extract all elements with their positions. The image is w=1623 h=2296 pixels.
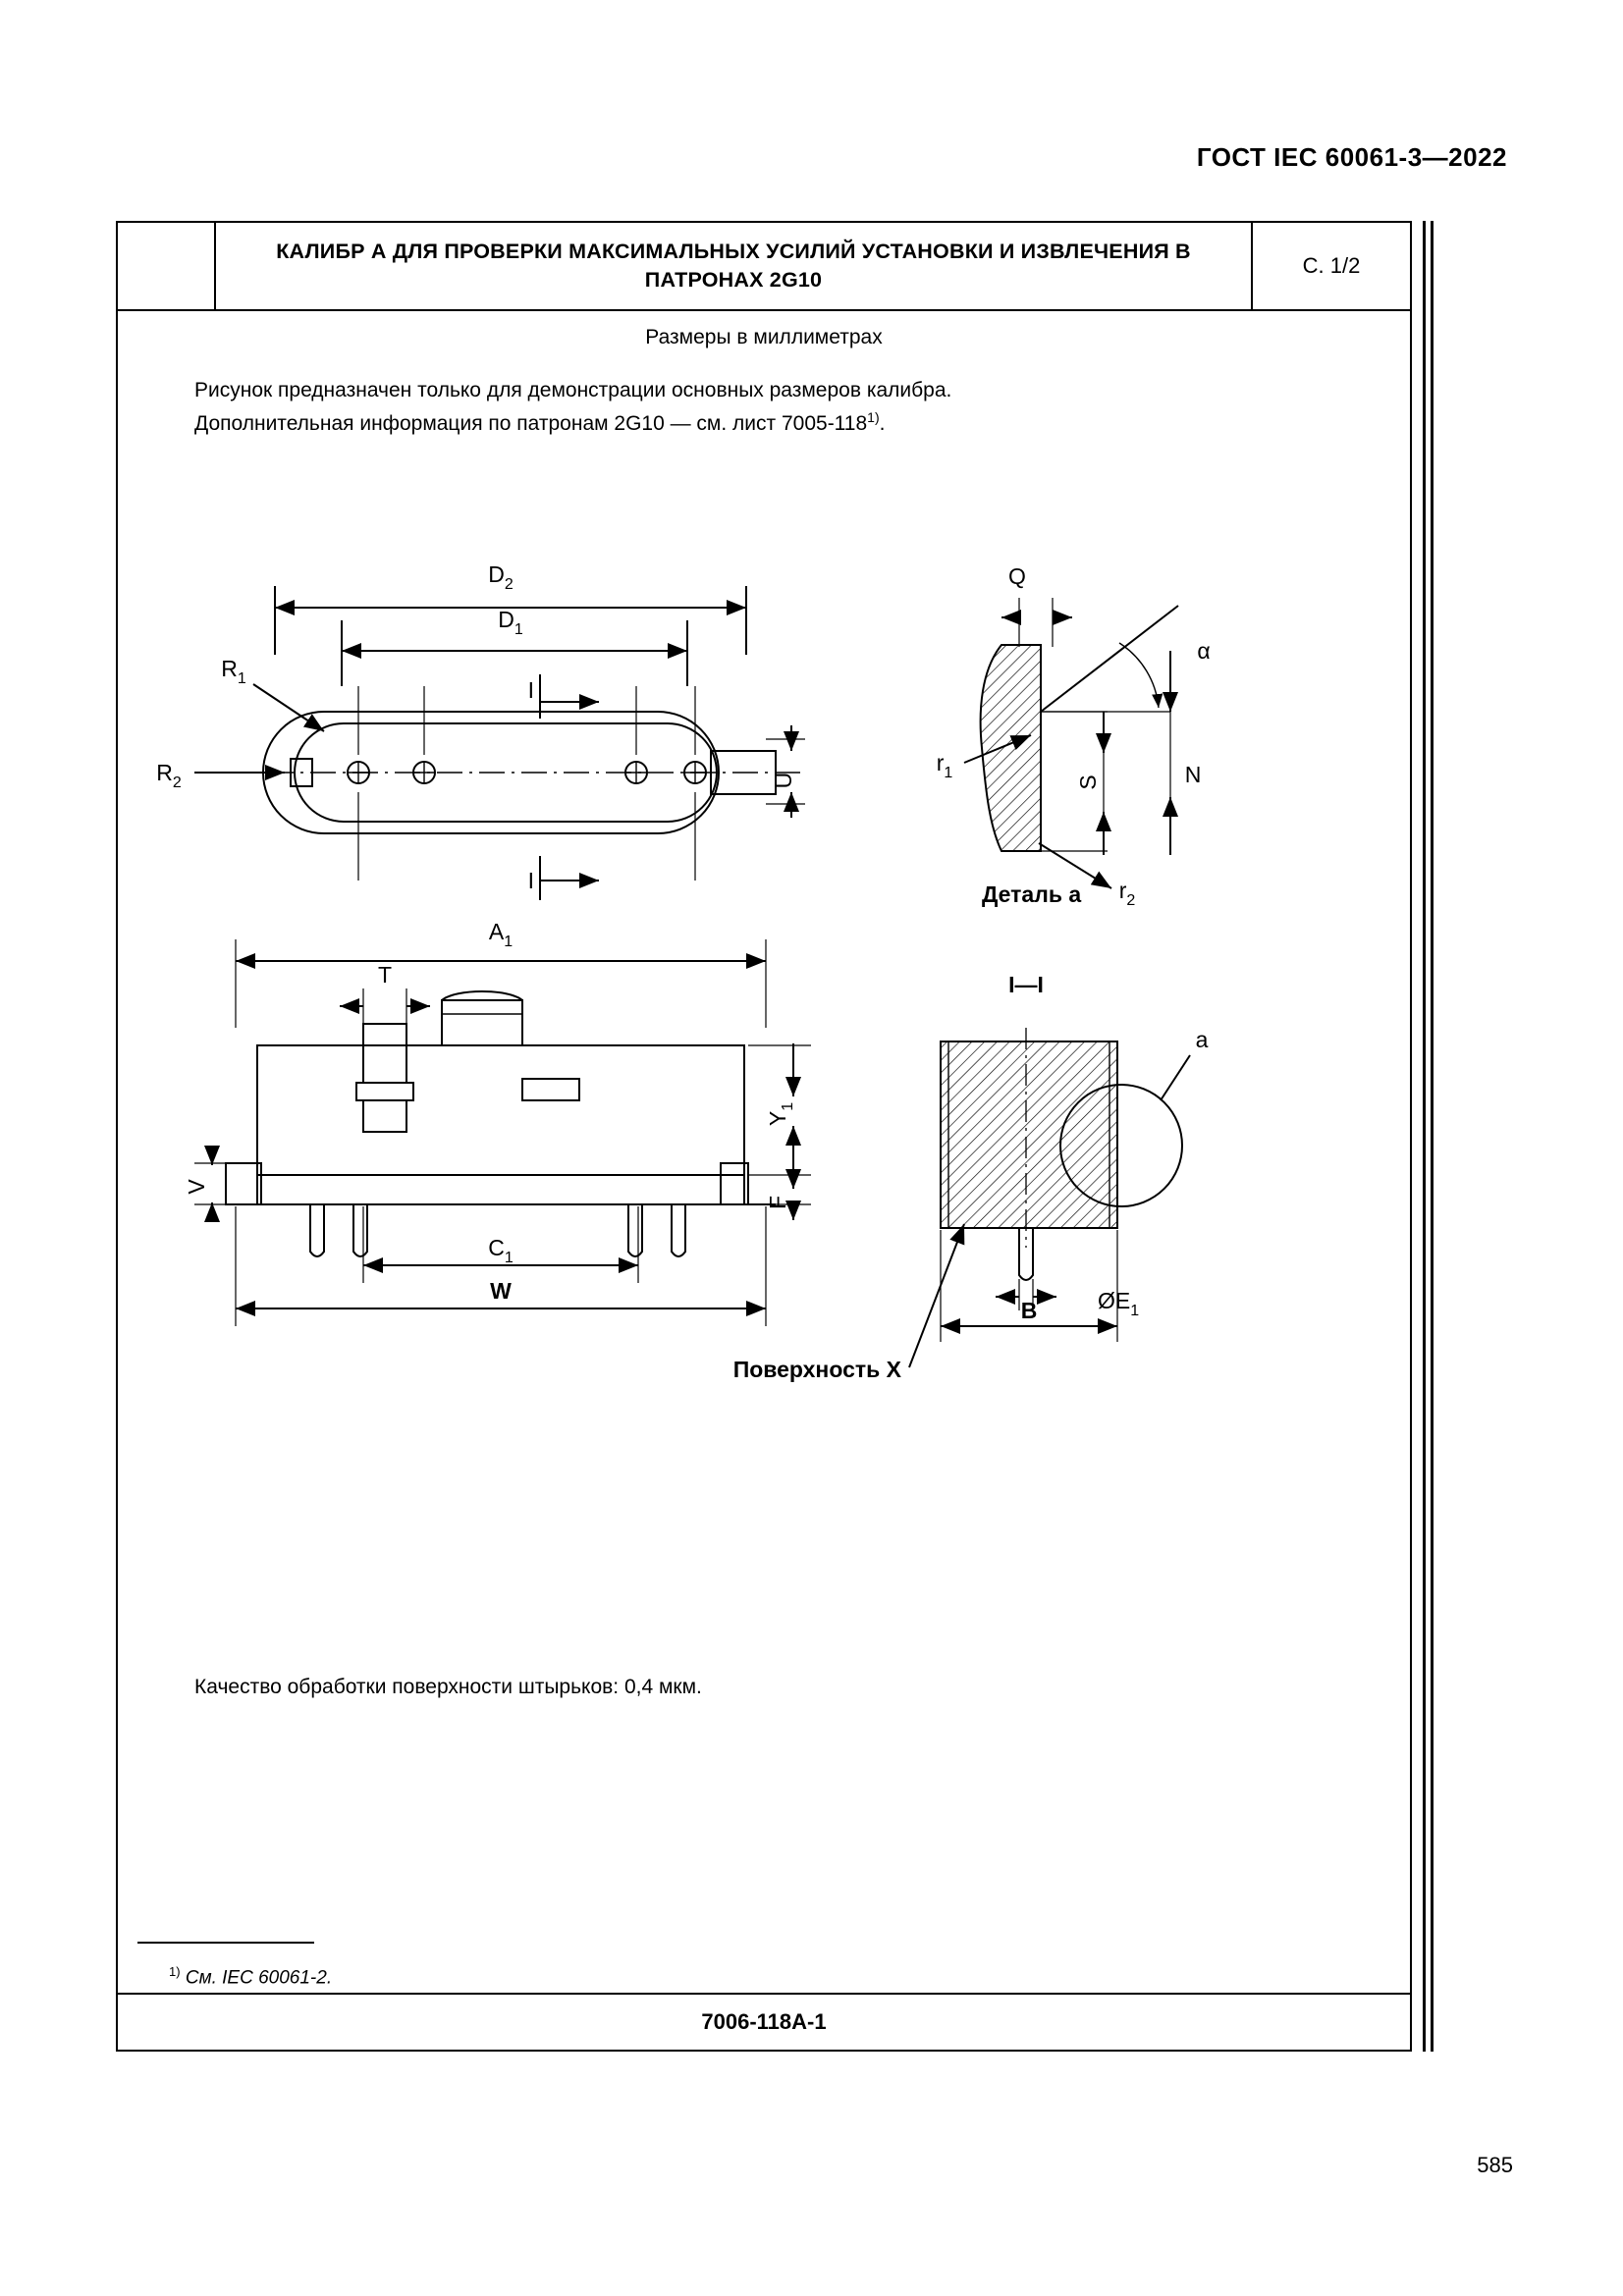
footnote xyxy=(169,1964,332,1989)
standard-header: ГОСТ IEC 60061-3—2022 xyxy=(1196,142,1507,172)
plan-view-group xyxy=(194,586,805,900)
drawing-title: КАЛИБР А ДЛЯ ПРОВЕРКИ МАКСИМАЛЬНЫХ УСИЛИЙ УСТАНОВКИ И ИЗВЛЕЧЕНИЯ В ПАТРОНАХ 2G10 xyxy=(276,239,1191,292)
side-view-group xyxy=(194,939,811,1326)
frame-right-rule-inner xyxy=(1431,221,1434,2052)
section-ii-group xyxy=(909,1028,1190,1367)
surface-quality-note: Качество обработки поверхности штырьков: 0,4 мкм. xyxy=(194,1676,702,1698)
label-w: W xyxy=(490,1278,512,1304)
title-cell-left xyxy=(118,223,216,309)
technical-drawing xyxy=(118,458,1410,1656)
label-v: V xyxy=(184,1179,209,1195)
detail-a-group xyxy=(964,598,1178,888)
label-s: S xyxy=(1075,774,1101,790)
intro-footnote-marker: 1) xyxy=(867,408,880,425)
label-d1: $D_1$ xyxy=(498,607,523,638)
label-d2: $D_2$ xyxy=(488,561,514,593)
intro-line-2-post: . xyxy=(879,411,886,435)
label-a-callout: а xyxy=(1195,1027,1209,1052)
label-section-i-top: I xyxy=(527,677,534,703)
intro-line-2 xyxy=(194,407,1294,441)
label-t: T xyxy=(377,962,393,988)
title-row xyxy=(118,223,1410,311)
frame-right-rule-outer xyxy=(1423,221,1426,2052)
drawing-svg xyxy=(118,458,1414,1656)
label-diam-e1: $ØE_1$ xyxy=(1098,1288,1140,1319)
label-q: Q xyxy=(1008,563,1026,589)
label-section-ii: I—I xyxy=(1008,972,1044,997)
label-r1: $R_1$ xyxy=(221,656,246,687)
sheet-indicator: С. 1/2 xyxy=(1302,253,1361,278)
label-r-small-2: $r_2$ xyxy=(1118,878,1136,909)
drawing-frame xyxy=(116,221,1412,2052)
label-f: F xyxy=(765,1195,790,1210)
title-cell-title xyxy=(216,223,1253,309)
label-n: N xyxy=(1184,762,1202,787)
label-y1: $Y_1$ xyxy=(765,1101,796,1127)
plan-view-labels xyxy=(156,561,796,893)
label-alpha: α xyxy=(1197,638,1211,664)
detail-a-labels xyxy=(937,563,1211,909)
label-u: U xyxy=(771,772,796,789)
footnote-divider xyxy=(137,1942,314,1944)
label-c1: $C_1$ xyxy=(488,1235,514,1266)
dimensions-note: Размеры в миллиметрах xyxy=(645,326,883,348)
label-r2: $R_2$ xyxy=(156,760,182,791)
label-section-i-bottom: I xyxy=(527,868,534,893)
page-number: 585 xyxy=(1477,2153,1513,2177)
footnote-marker: 1) xyxy=(169,1963,181,1979)
footnote-text: См. IEC 60061-2. xyxy=(180,1967,333,1988)
label-surface-x: Поверхность X xyxy=(732,1357,901,1382)
intro-line-2-pre: Дополнительная информация по патронам 2G10 — см. лист 7005-118 xyxy=(194,411,868,435)
intro-text xyxy=(194,375,1294,440)
intro-line-1: Рисунок предназначен только для демонстрации основных размеров калибра. xyxy=(194,379,952,401)
label-r-small-1: $r_1$ xyxy=(936,750,953,781)
side-view-labels xyxy=(184,919,796,1304)
label-a1: $A_1$ xyxy=(488,919,514,950)
label-detail-a: Деталь а xyxy=(982,881,1082,907)
sheet-code-row: 7006-118А-1 xyxy=(118,1993,1410,2050)
label-b: B xyxy=(1020,1298,1038,1323)
